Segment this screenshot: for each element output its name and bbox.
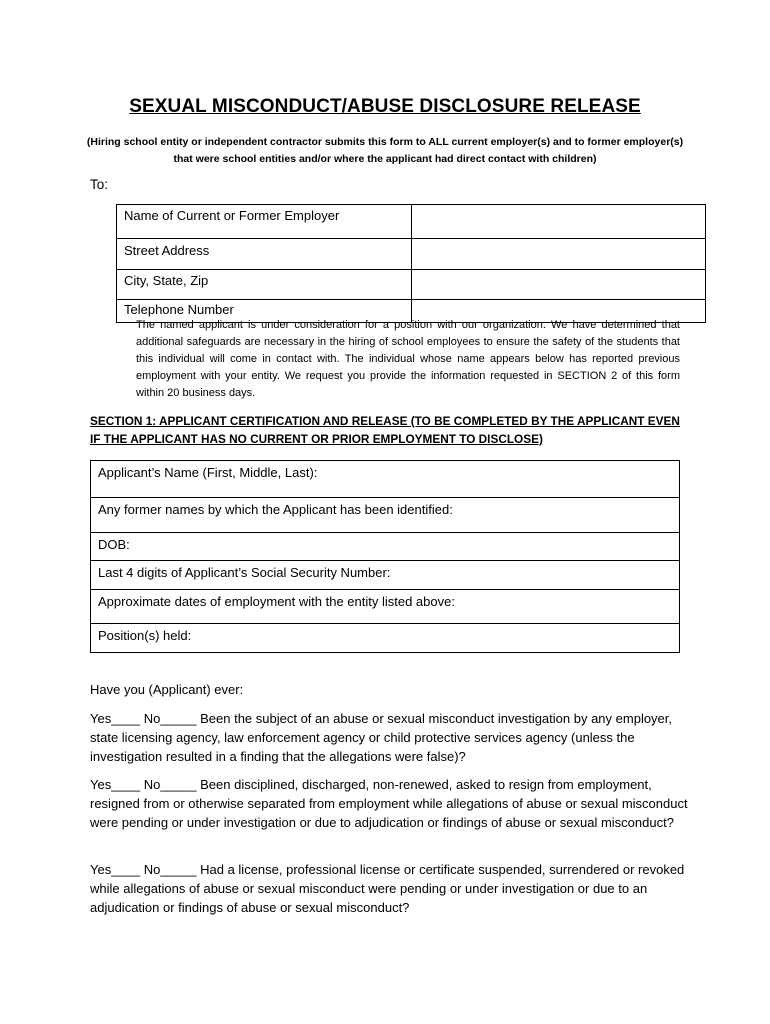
employer-row-address bbox=[117, 239, 706, 270]
employer-table bbox=[116, 204, 706, 323]
to-label: To: bbox=[90, 177, 109, 192]
employer-row-city bbox=[117, 270, 706, 300]
question-investigation[interactable]: Yes____ No_____ Been the subject of an abuse or sexual misconduct investigation by any employer, state licensing agency, law enforcement agency or child protective services agency (unless the investigation resulted in a finding that the allegations were false)? bbox=[90, 711, 673, 764]
dob-field[interactable]: DOB: bbox=[91, 532, 679, 560]
form-title: SEXUAL MISCONDUCT/ABUSE DISCLOSURE RELEASE bbox=[129, 96, 641, 117]
telephone-label: Telephone Number bbox=[117, 300, 412, 323]
applicant-fields-box bbox=[90, 460, 680, 653]
question-license-revoked[interactable]: Yes____ No_____ Had a license, professional license or certificate suspended, surrendered or revoked while allegations of abuse or sexual misconduct were pending or under investigation or due to an adjudication or findings of abuse or sexual misconduct? bbox=[90, 862, 685, 915]
applicant-name-field[interactable]: Applicant’s Name (First, Middle, Last): bbox=[98, 465, 318, 480]
employer-name-label: Name of Current or Former Employer bbox=[117, 205, 412, 239]
positions-held-field[interactable]: Position(s) held: bbox=[91, 623, 679, 652]
city-state-zip-label: City, State, Zip bbox=[117, 270, 412, 300]
form-subtitle: (Hiring school entity or independent contractor submits this form to ALL current employer(s) and to former employer(s) that were school entities and/or where the applicant had direct contact with children) bbox=[86, 136, 684, 165]
questions-intro: Have you (Applicant) ever: bbox=[90, 682, 244, 697]
question-disciplined[interactable]: Yes____ No_____ Been disciplined, discharged, non-renewed, asked to resign from employment, resigned from or otherwise separated from employment while allegations of abuse or sexual misconduct were pending or under investigation or due to adjudication or findings of abuse or sexual misconduct? bbox=[90, 777, 688, 830]
former-names-field[interactable]: Any former names by which the Applicant has been identified: bbox=[91, 497, 679, 532]
street-address-field[interactable] bbox=[412, 239, 706, 270]
employer-name-field[interactable] bbox=[412, 205, 706, 239]
intro-paragraph: The named applicant is under consideration for a position with our organization. We have determined that additional safeguards are necessary in the hiring of school employees to ensure the safety of the students that this individual will come in contact with. The individual whose name appears below has reported previous employment with your entity. We request you provide the information requested in SECTION 2 of this form within 20 business days. bbox=[136, 319, 680, 399]
city-state-zip-field[interactable] bbox=[412, 270, 706, 300]
section1-heading: SECTION 1: APPLICANT CERTIFICATION AND RELEASE (TO BE COMPLETED BY THE APPLICANT EVEN IF THE APPLICANT HAS NO CURRENT OR PRIOR EMPLOYMENT TO DISCLOSE) bbox=[90, 414, 680, 446]
ssn-last4-field[interactable]: Last 4 digits of Applicant’s Social Security Number: bbox=[91, 560, 679, 589]
street-address-label: Street Address bbox=[117, 239, 412, 270]
employment-dates-field[interactable]: Approximate dates of employment with the entity listed above: bbox=[91, 589, 679, 623]
employer-row-name bbox=[117, 205, 706, 239]
